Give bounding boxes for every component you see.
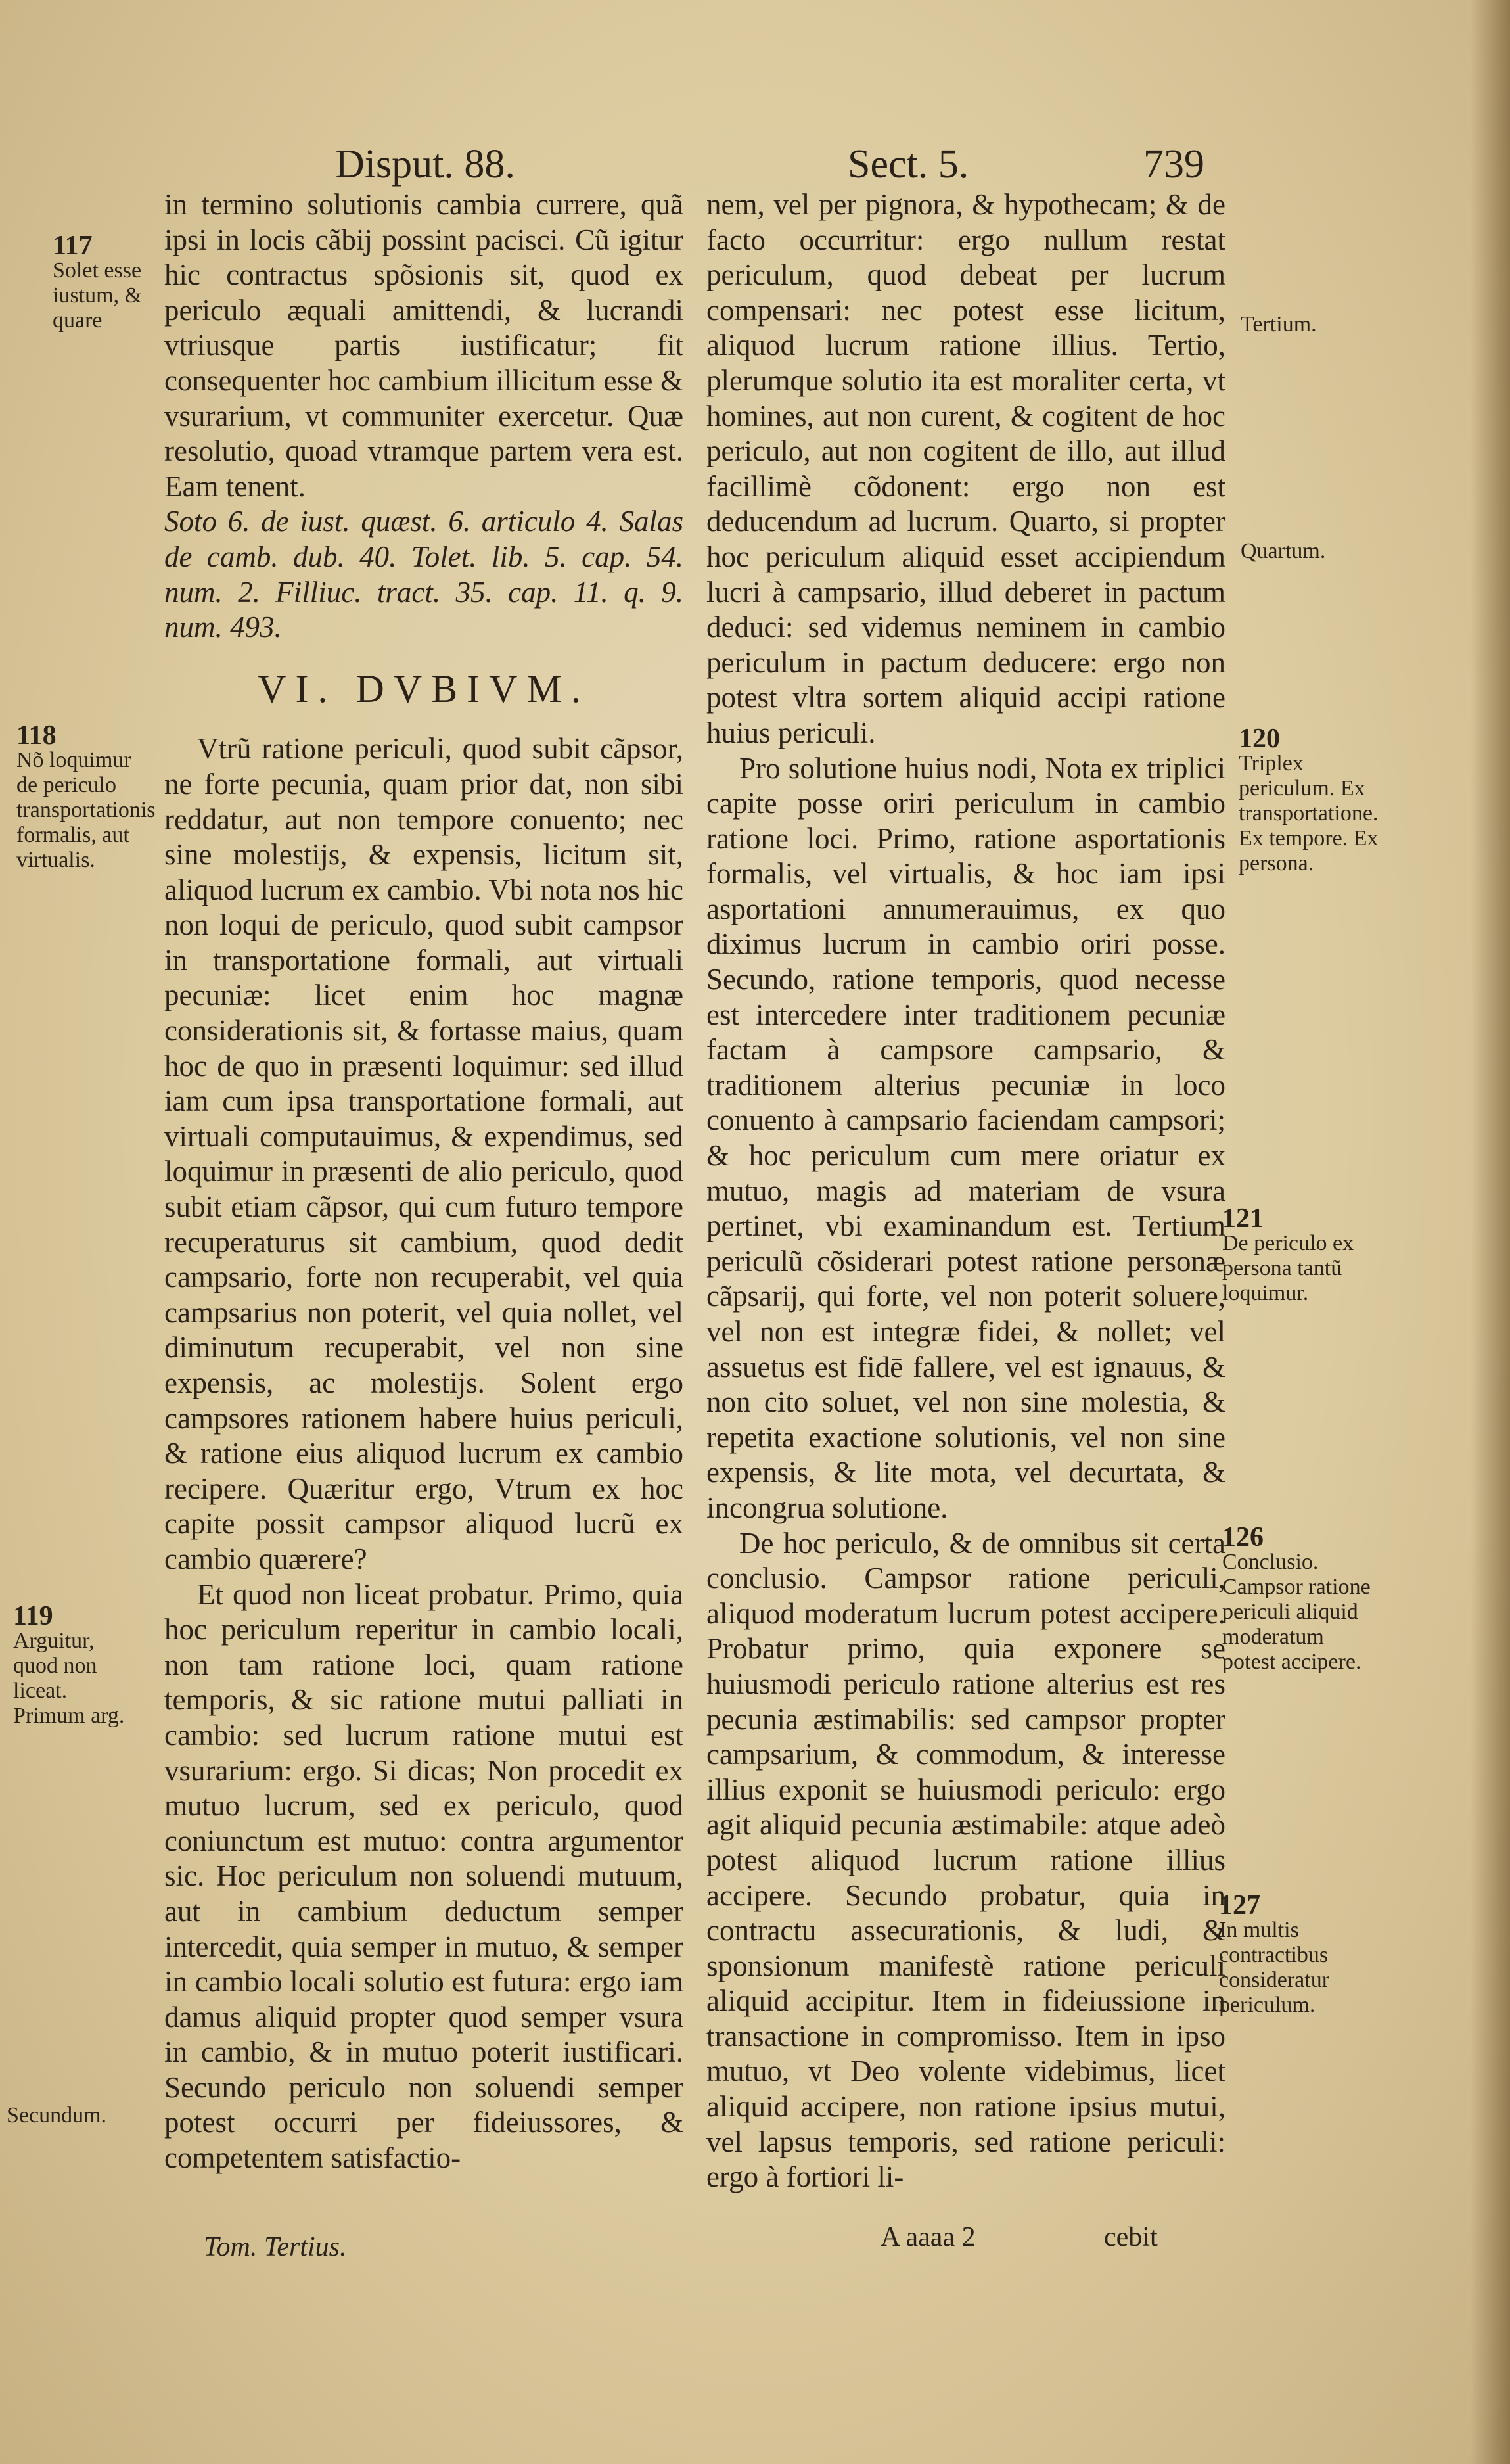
margin-note-number: 119: [13, 1601, 53, 1631]
paragraph: in termino solutionis cambia currere, quã ipsi in locis cãbij possint pacisci. Cũ igitur hic contractus spõsionis sit, quod ex periculo æquali amittendi, & lucrandi vtriusque partis iustificatur; fit consequenter hoc cambium illicitum esse & vsurarium, vt communiter exercetur. Quæ resolutio, quoad vtramque partem vera est. Eam tenent.: [164, 188, 683, 503]
margin-note-text: Secundum.: [7, 2103, 107, 2127]
margin-note-number: 127: [1219, 1890, 1260, 1920]
paragraph: Et quod non liceat probatur. Primo, quia hoc periculum reperitur in cambio locali, non tam ratione loci, quam ratione temporis, & sic ratione mutui palliati in cambio: sed lucrum ratione mutui est vsurarium: ergo. Si dicas; Non procedit ex mutuo lucrum, sed ex periculo, quod coniunctum est mutuo: contra argumentor sic. Hoc periculum non soluendi mutuum, aut in cambium deductum semper intercedit, quia semper in mutuo, & semper in cambio locali solutio est futura: ergo iam damus aliquid propter quod semper vsura in cambio, & in mutuo poterit iustificari. Secundo periculo non soluendi semper potest occurri per fideiussores, & competentem satisfactio-: [164, 1577, 683, 2175]
paragraph: nem, vel per pignora, & hypothecam; & de facto occurritur: ergo nullum restat periculum, quod debeat per lucrum compensari: nec potest esse licitum, aliquod lucrum ratione illius. Tertio, plerumque solutio ita est moraliter certa, vt homines, aut non curent, & cogitent de hoc periculo, aut non cogitent de illo, aut illud facillimè cõdonent: ergo non est deducendum ad lucrum. Quarto, si propter hoc periculum aliquid esset accipiendum lucri à campsario, illud deberet in pactum deduci: sed videmus neminem in cambio periculum in pactum deducere: ergo non potest vltra sortem aliquid accipi ratione huius periculi.: [706, 188, 1225, 749]
margin-note-text: In multis contractibus consideratur periculum.: [1219, 1918, 1330, 2017]
margin-note-text: Conclusio. Campsor ratione periculi aliquid moderatum potest accipere.: [1222, 1550, 1371, 1674]
margin-note-text: Quartum.: [1241, 539, 1326, 563]
running-head-left: Disput. 88.: [335, 142, 515, 187]
page-edge-shadow: [1471, 0, 1510, 2464]
catchword: cebit: [1104, 2222, 1158, 2252]
paragraph-references: Soto 6. de iust. quæst. 6. articulo 4. Salas de camb. dub. 40. Tolet. lib. 5. cap. 54. num. 2. Filliuc. tract. 35. cap. 11. q. 9. num. 493.: [164, 505, 683, 644]
margin-note-text: Arguitur, quod non liceat. Primum arg.: [13, 1629, 125, 1728]
margin-note-119: [13, 1601, 138, 1729]
margin-note-number: 118: [16, 720, 57, 751]
margin-note-text: Nõ loquimur de periculo transportationis formalis, aut virtualis.: [16, 748, 156, 872]
margin-note-117: [53, 233, 161, 333]
paragraph: De hoc periculo, & de omnibus sit certa conclusio. Campsor ratione periculi, aliquod moderatum lucrum potest accipere. Probatur primo, quia exponere se huiusmodi periculo ratione alterius est res pecunia æstimabilis: sed campsor propter campsarium, & commodum, & interesse illius exponit se huiusmodi periculo: ergo agit aliquid pecunia æstimabile: atque adeò potest aliquod lucrum ratione illius accipere. Secundo probatur, quia in contractu assecurationis, & ludi, & sponsionum manifestè ratione periculi aliquid accipitur. Item in fideiussione in transactione in compromisso. Item in ipso mutuo, vt Deo volente videbimus, licet aliquid accipere, non ratione ipsius mutui, vel lapsus temporis, sed ratione periculi: ergo à fortiori li-: [706, 1526, 1225, 2194]
margin-note-number: 121: [1222, 1203, 1264, 1234]
page-number: 739: [1143, 142, 1204, 187]
margin-note-text: De periculo ex persona tantũ loquimur.: [1222, 1231, 1354, 1305]
margin-note-quartum: [1241, 539, 1372, 564]
margin-note-126: [1222, 1522, 1377, 1675]
margin-note-secundum: [7, 2103, 125, 2128]
right-text-column: [706, 187, 1225, 2195]
margin-note-number: 117: [53, 231, 93, 261]
running-head-section: Sect. 5.: [848, 142, 969, 187]
paragraph: Pro solutione huius nodi, Nota ex triplici capite posse oriri periculum in cambio ratione loci. Primo, ratione asportationis formalis, vel virtualis, & hoc iam ipsi asportationi annumerauimus, ex quo diximus lucrum in cambio oriri posse. Secundo, ratione temporis, quod necesse est intercedere inter traditionem pecuniæ factam à campsore campsario, & traditionem alterius pecuniæ in loco conuento à campsario faciendam campsori; & hoc periculum cum mere oriatur ex mutuo, magis ad materiam de vsura pertinet, vbi examinandum est. Tertium periculũ cõsiderari potest ratione personæ cãpsarij, qui forte, vel non poterit soluere, vel non est integræ fidei, & nollet; vel assuetus est fidē fallere, vel est ignauus, & non cito soluet, vel non sine molestia, & repetita exactione solutionis, vel non sine expensis, & lite mota, vel decurtata, & incongrua solutione.: [706, 751, 1225, 1524]
signature-mark: A aaaa 2: [881, 2222, 976, 2252]
paragraph: Vtrũ ratione periculi, quod subit cãpsor, ne forte pecunia, quam prior dat, non sibi reddatur, aut non tempore conuento; nec sine molestijs, & expensis, licitum sit, aliquod lucrum ex cambio. Vbi nota nos hic non loqui de periculo, quod subit campsor in transportatione formali, aut virtuali pecuniæ: licet enim hoc magnæ considerationis sit, & fortasse maius, quam hoc de quo in præsenti loquimur: sed illud iam cum ipsa transportatione formali, aut virtuali computauimus, & expendimus, sed loquimur in præsenti de alio periculo, quod subit etiam cãpsor, qui cum futuro tempore recuperaturus sit cambium, quod dedit campsario, forte non recuperabit, vel quia campsarius non poterit, vel quia nollet, vel diminutum recuperabit, vel non sine expensis, ac molestijs. Solent ergo campsores rationem habere huius periculi, & ratione eius aliquod lucrum ex cambio recipere. Quæritur ergo, Vtrum ex hoc capite possit campsor aliquod lucrũ ex cambio quærere?: [164, 732, 683, 1575]
section-heading: VI. DVBIVM.: [258, 666, 590, 710]
margin-note-118: [16, 720, 156, 873]
margin-note-121: [1222, 1203, 1370, 1306]
margin-note-number: 120: [1239, 724, 1280, 754]
margin-note-number: 126: [1222, 1522, 1264, 1552]
margin-note-tertium: [1241, 312, 1372, 337]
volume-footer: Tom. Tertius.: [204, 2232, 347, 2262]
margin-note-text: Solet esse iustum, & quare: [53, 258, 143, 333]
margin-note-text: Triplex periculum. Ex transportatione. Ex tempore. Ex persona.: [1239, 751, 1379, 875]
margin-note-127: [1219, 1890, 1373, 2018]
left-text-column: [164, 187, 683, 2176]
margin-note-text: Tertium.: [1241, 312, 1317, 337]
margin-note-120: [1239, 726, 1380, 876]
